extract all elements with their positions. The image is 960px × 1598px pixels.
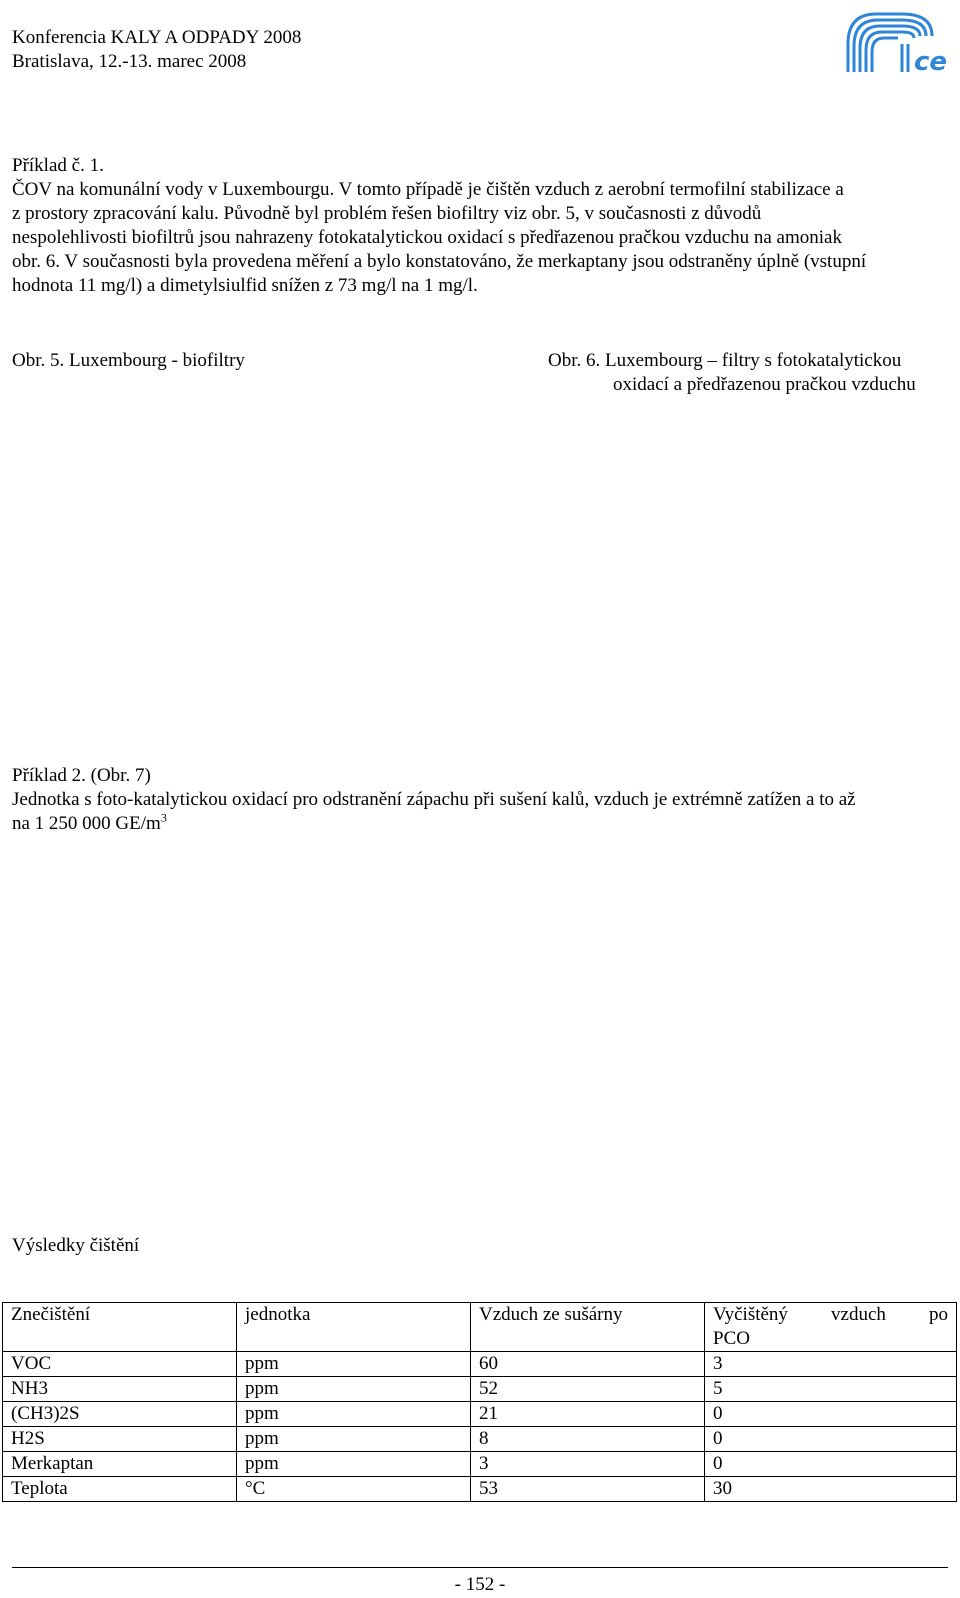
- results-table: [2, 1302, 957, 1502]
- table-row: [3, 1402, 957, 1427]
- table-cell: Teplota: [3, 1477, 237, 1502]
- table-cell: 0: [705, 1427, 957, 1452]
- figure6-caption: [548, 349, 948, 397]
- table-cell: 60: [471, 1352, 705, 1377]
- table-cell: ppm: [237, 1352, 471, 1377]
- table-cell: °C: [237, 1477, 471, 1502]
- ace-logo-icon: [844, 6, 954, 76]
- table-cell: 21: [471, 1402, 705, 1427]
- superscript-3: 3: [160, 810, 167, 825]
- column-header-cleaned-air-line1: Vyčištěný vzduch po: [713, 1304, 948, 1325]
- table-cell: VOC: [3, 1352, 237, 1377]
- table-row: [3, 1427, 957, 1452]
- column-header-dryer-air: Vzduch ze sušárny: [471, 1303, 705, 1352]
- table-cell: ppm: [237, 1427, 471, 1452]
- svg-text:ce: ce: [914, 47, 948, 76]
- table-cell: 0: [705, 1452, 957, 1477]
- table-cell: ppm: [237, 1402, 471, 1427]
- table-cell: (CH3)2S: [3, 1402, 237, 1427]
- example1-line: ČOV na komunální vody v Luxembourgu. V tomto případě je čištěn vzduch z aerobní termofilní stabilizace a: [12, 179, 844, 200]
- column-header-pollutant: Znečištění: [3, 1303, 237, 1352]
- example1-paragraph: [12, 178, 948, 298]
- column-header-cleaned-air: [705, 1303, 957, 1352]
- table-row: [3, 1352, 957, 1377]
- example2-title: Příklad 2. (Obr. 7): [12, 765, 151, 786]
- conference-header: [12, 26, 301, 74]
- example2-line2: [12, 812, 948, 836]
- table-row: [3, 1377, 957, 1402]
- example1-line: hodnota 11 mg/l) a dimetylsiulfid snížen z 73 mg/l na 1 mg/l.: [12, 275, 478, 296]
- table-cell: 53: [471, 1477, 705, 1502]
- table-cell: 3: [471, 1452, 705, 1477]
- conference-location-date: Bratislava, 12.-13. marec 2008: [12, 51, 247, 72]
- example1-title: Příklad č. 1.: [12, 155, 104, 176]
- column-header-cleaned-air-line2: PCO: [713, 1328, 750, 1349]
- results-title: Výsledky čištění: [12, 1235, 140, 1256]
- example1-line: obr. 6. V současnosti byla provedena měření a bylo konstatováno, že merkaptany jsou odstraněny úplně (vstupní: [12, 251, 867, 272]
- table-row: [3, 1452, 957, 1477]
- table-cell: 0: [705, 1402, 957, 1427]
- figure6-caption-line1: Obr. 6. Luxembourg – filtry s fotokatalytickou: [548, 350, 902, 371]
- table-row: [3, 1477, 957, 1502]
- example1-line: z prostory zpracování kalu. Původně byl problém řešen biofiltry viz obr. 5, v současnosti z důvodů: [12, 203, 762, 224]
- table-cell: ppm: [237, 1452, 471, 1477]
- example1-line: nespolehlivosti biofiltrů jsou nahrazeny fotokatalytickou oxidací s předřazenou pračkou vzduchu na amoniak: [12, 227, 842, 248]
- table-cell: Merkaptan: [3, 1452, 237, 1477]
- figure6-caption-line2: oxidací a předřazenou pračkou vzduchu: [613, 374, 916, 395]
- table-cell: 8: [471, 1427, 705, 1452]
- table-cell: 3: [705, 1352, 957, 1377]
- page-number: - 152 -: [454, 1574, 506, 1595]
- table-cell: ppm: [237, 1377, 471, 1402]
- table-cell: 52: [471, 1377, 705, 1402]
- example2-line2-text: na 1 250 000 GE/m: [12, 813, 161, 834]
- table-cell: 5: [705, 1377, 957, 1402]
- figure5-caption: Obr. 5. Luxembourg - biofiltry: [12, 350, 245, 371]
- conference-title: Konferencia KALY A ODPADY 2008: [12, 27, 302, 48]
- table-cell: H2S: [3, 1427, 237, 1452]
- table-header-row: [3, 1303, 957, 1352]
- table-cell: 30: [705, 1477, 957, 1502]
- column-header-unit: jednotka: [237, 1303, 471, 1352]
- footer-divider: [12, 1567, 948, 1568]
- example2-paragraph: [12, 788, 948, 836]
- example2-line1: Jednotka s foto-katalytickou oxidací pro odstranění zápachu při sušení kalů, vzduch je extrémně zatížen a to až: [12, 789, 856, 810]
- table-cell: NH3: [3, 1377, 237, 1402]
